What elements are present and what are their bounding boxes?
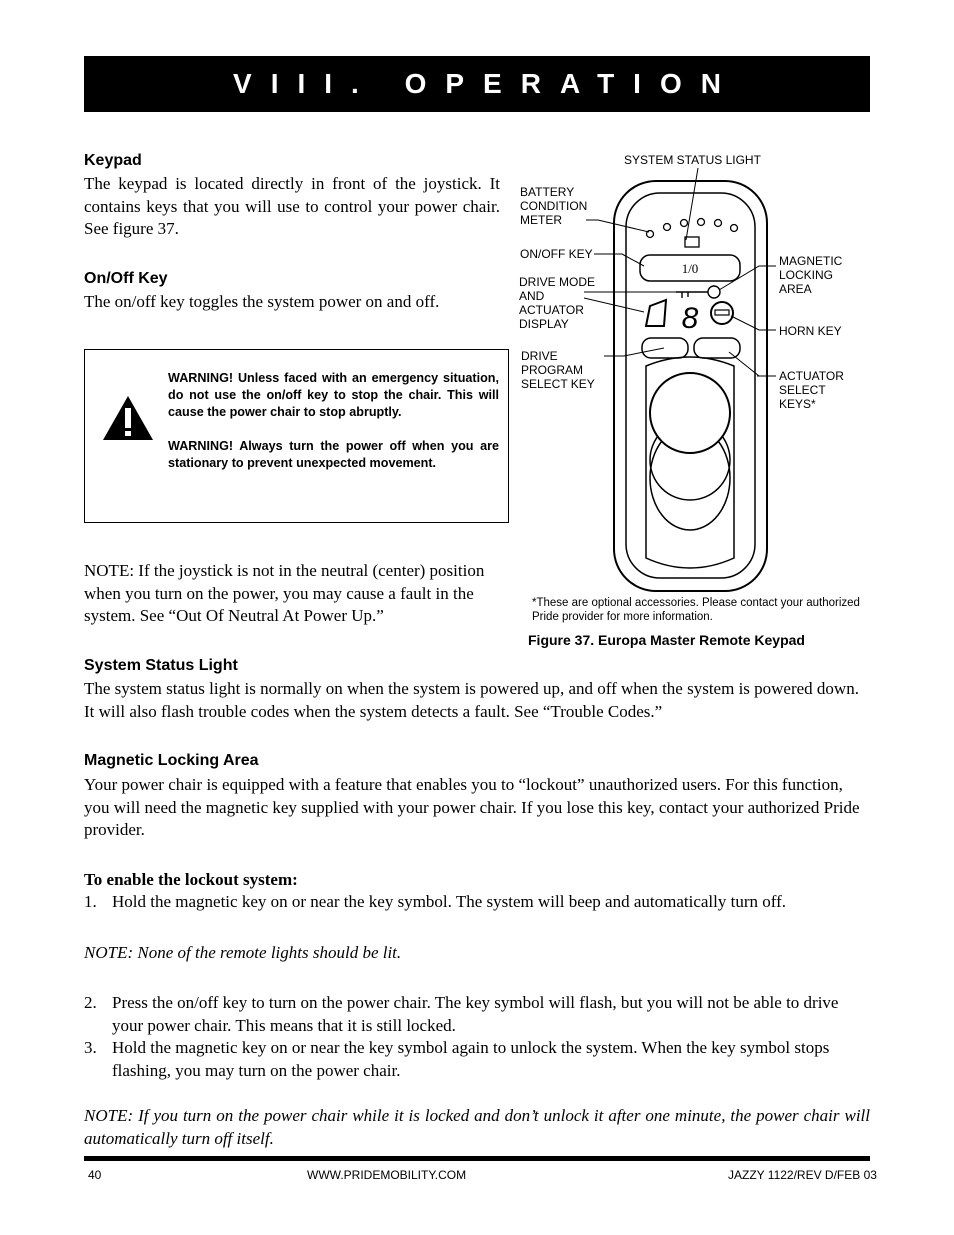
horn-icon	[715, 310, 729, 315]
keypad-heading: Keypad	[84, 152, 142, 169]
drive-mode-icon	[646, 300, 666, 326]
footer-url: WWW.PRIDEMOBILITY.COM	[307, 1168, 467, 1182]
status-light-icon	[685, 237, 699, 247]
status-light-heading: System Status Light	[84, 657, 238, 674]
step-text: Hold the magnetic key on or near the key symbol again to unlock the system. When the key symbol stops flashing, you may turn on the power chair.	[112, 1038, 830, 1080]
horn-key-shape	[711, 302, 733, 324]
label-drive-mode: DRIVE MODE AND ACTUATOR DISPLAY	[519, 275, 596, 331]
joystick-knob	[650, 373, 730, 453]
battery-leds	[647, 219, 738, 238]
actuator-display-digit: 8	[681, 302, 699, 335]
lockout-step-2	[84, 992, 870, 1037]
lockout-heading: To enable the lockout system:	[84, 870, 298, 889]
label-magnetic-locking: MAGNETIC LOCKING AREA	[779, 254, 843, 296]
step-text: Press the on/off key to turn on the power chair. The key symbol will flash, but you will not be able to drive your power chair. This means that it is still locked.	[112, 993, 839, 1035]
onoff-heading: On/Off Key	[84, 270, 168, 287]
section-banner	[84, 56, 870, 112]
warning-text	[168, 370, 499, 472]
footer-rule	[84, 1156, 870, 1161]
status-light-body: The system status light is normally on when the system is powered up, and off when the system is powered down. It will also flash trouble codes when the system detects a fault. See “Trouble Codes.”	[84, 679, 859, 721]
label-system-status-light: SYSTEM STATUS LIGHT	[624, 153, 761, 167]
label-drive-program: DRIVE PROGRAM SELECT KEY	[521, 349, 595, 391]
footer-page-number: 40	[88, 1168, 102, 1182]
lockout-step-3	[84, 1037, 870, 1082]
label-onoff-key: ON/OFF KEY	[520, 247, 593, 261]
drive-program-key-shape	[642, 338, 688, 358]
footer-doc-id: JAZZY 1122/REV D/FEB 03	[728, 1168, 877, 1182]
warning-text-2: WARNING! Always turn the power off when you are stationary to prevent unexpected movement.	[168, 439, 499, 470]
step-number: 1.	[84, 892, 97, 911]
figure-caption: Figure 37. Europa Master Remote Keypad	[528, 632, 805, 648]
step-number: 3.	[84, 1038, 97, 1057]
warning-box	[84, 349, 509, 523]
figure-footnote: *These are optional accessories. Please contact your authorized Pride provider for more information.	[532, 597, 860, 623]
note-neutral: NOTE: If the joystick is not in the neutral (center) position when you turn on the power, you may cause a fault in the system. See “Out Of Neutral At Power Up.”	[84, 561, 485, 625]
keypad-body: The keypad is located directly in front of the joystick. It contains keys that you will use to control your power chair. See figure 37.	[84, 174, 500, 238]
onoff-body: The on/off key toggles the system power on and off.	[84, 292, 440, 311]
lockout-step-1	[84, 891, 870, 914]
lockout-note-2: NOTE: If you turn on the power chair while it is locked and don’t unlock it after one minute, the power chair will automatically turn off itself.	[84, 1106, 870, 1148]
callout-lines	[584, 168, 776, 376]
warning-text-1: WARNING! Unless faced with an emergency situation, do not use the on/off key to stop the chair. This will cause the power chair to stop abruptly.	[168, 371, 499, 419]
onoff-symbol: 1/0	[681, 261, 699, 276]
warning-triangle-icon	[101, 394, 155, 442]
magnetic-lock-body: Your power chair is equipped with a feature that enables you to “lockout” unauthorized users. For this function, you will need the magnetic key supplied with your power chair. If you lose this key, contact your authorized Pride provider.	[84, 775, 860, 839]
section-title: VIII. OPERATION	[233, 68, 740, 99]
label-horn-key: HORN KEY	[779, 324, 842, 338]
label-actuator-select: ACTUATOR SELECT KEYS*	[779, 369, 844, 411]
magnetic-key-icon	[676, 286, 720, 298]
step-number: 2.	[84, 993, 97, 1012]
lockout-note-1: NOTE: None of the remote lights should be lit.	[84, 943, 402, 962]
step-text: Hold the magnetic key on or near the key symbol. The system will beep and automatically turn off.	[112, 892, 787, 911]
magnetic-lock-heading: Magnetic Locking Area	[84, 752, 259, 769]
label-battery-meter: BATTERY CONDITION METER	[520, 185, 588, 227]
